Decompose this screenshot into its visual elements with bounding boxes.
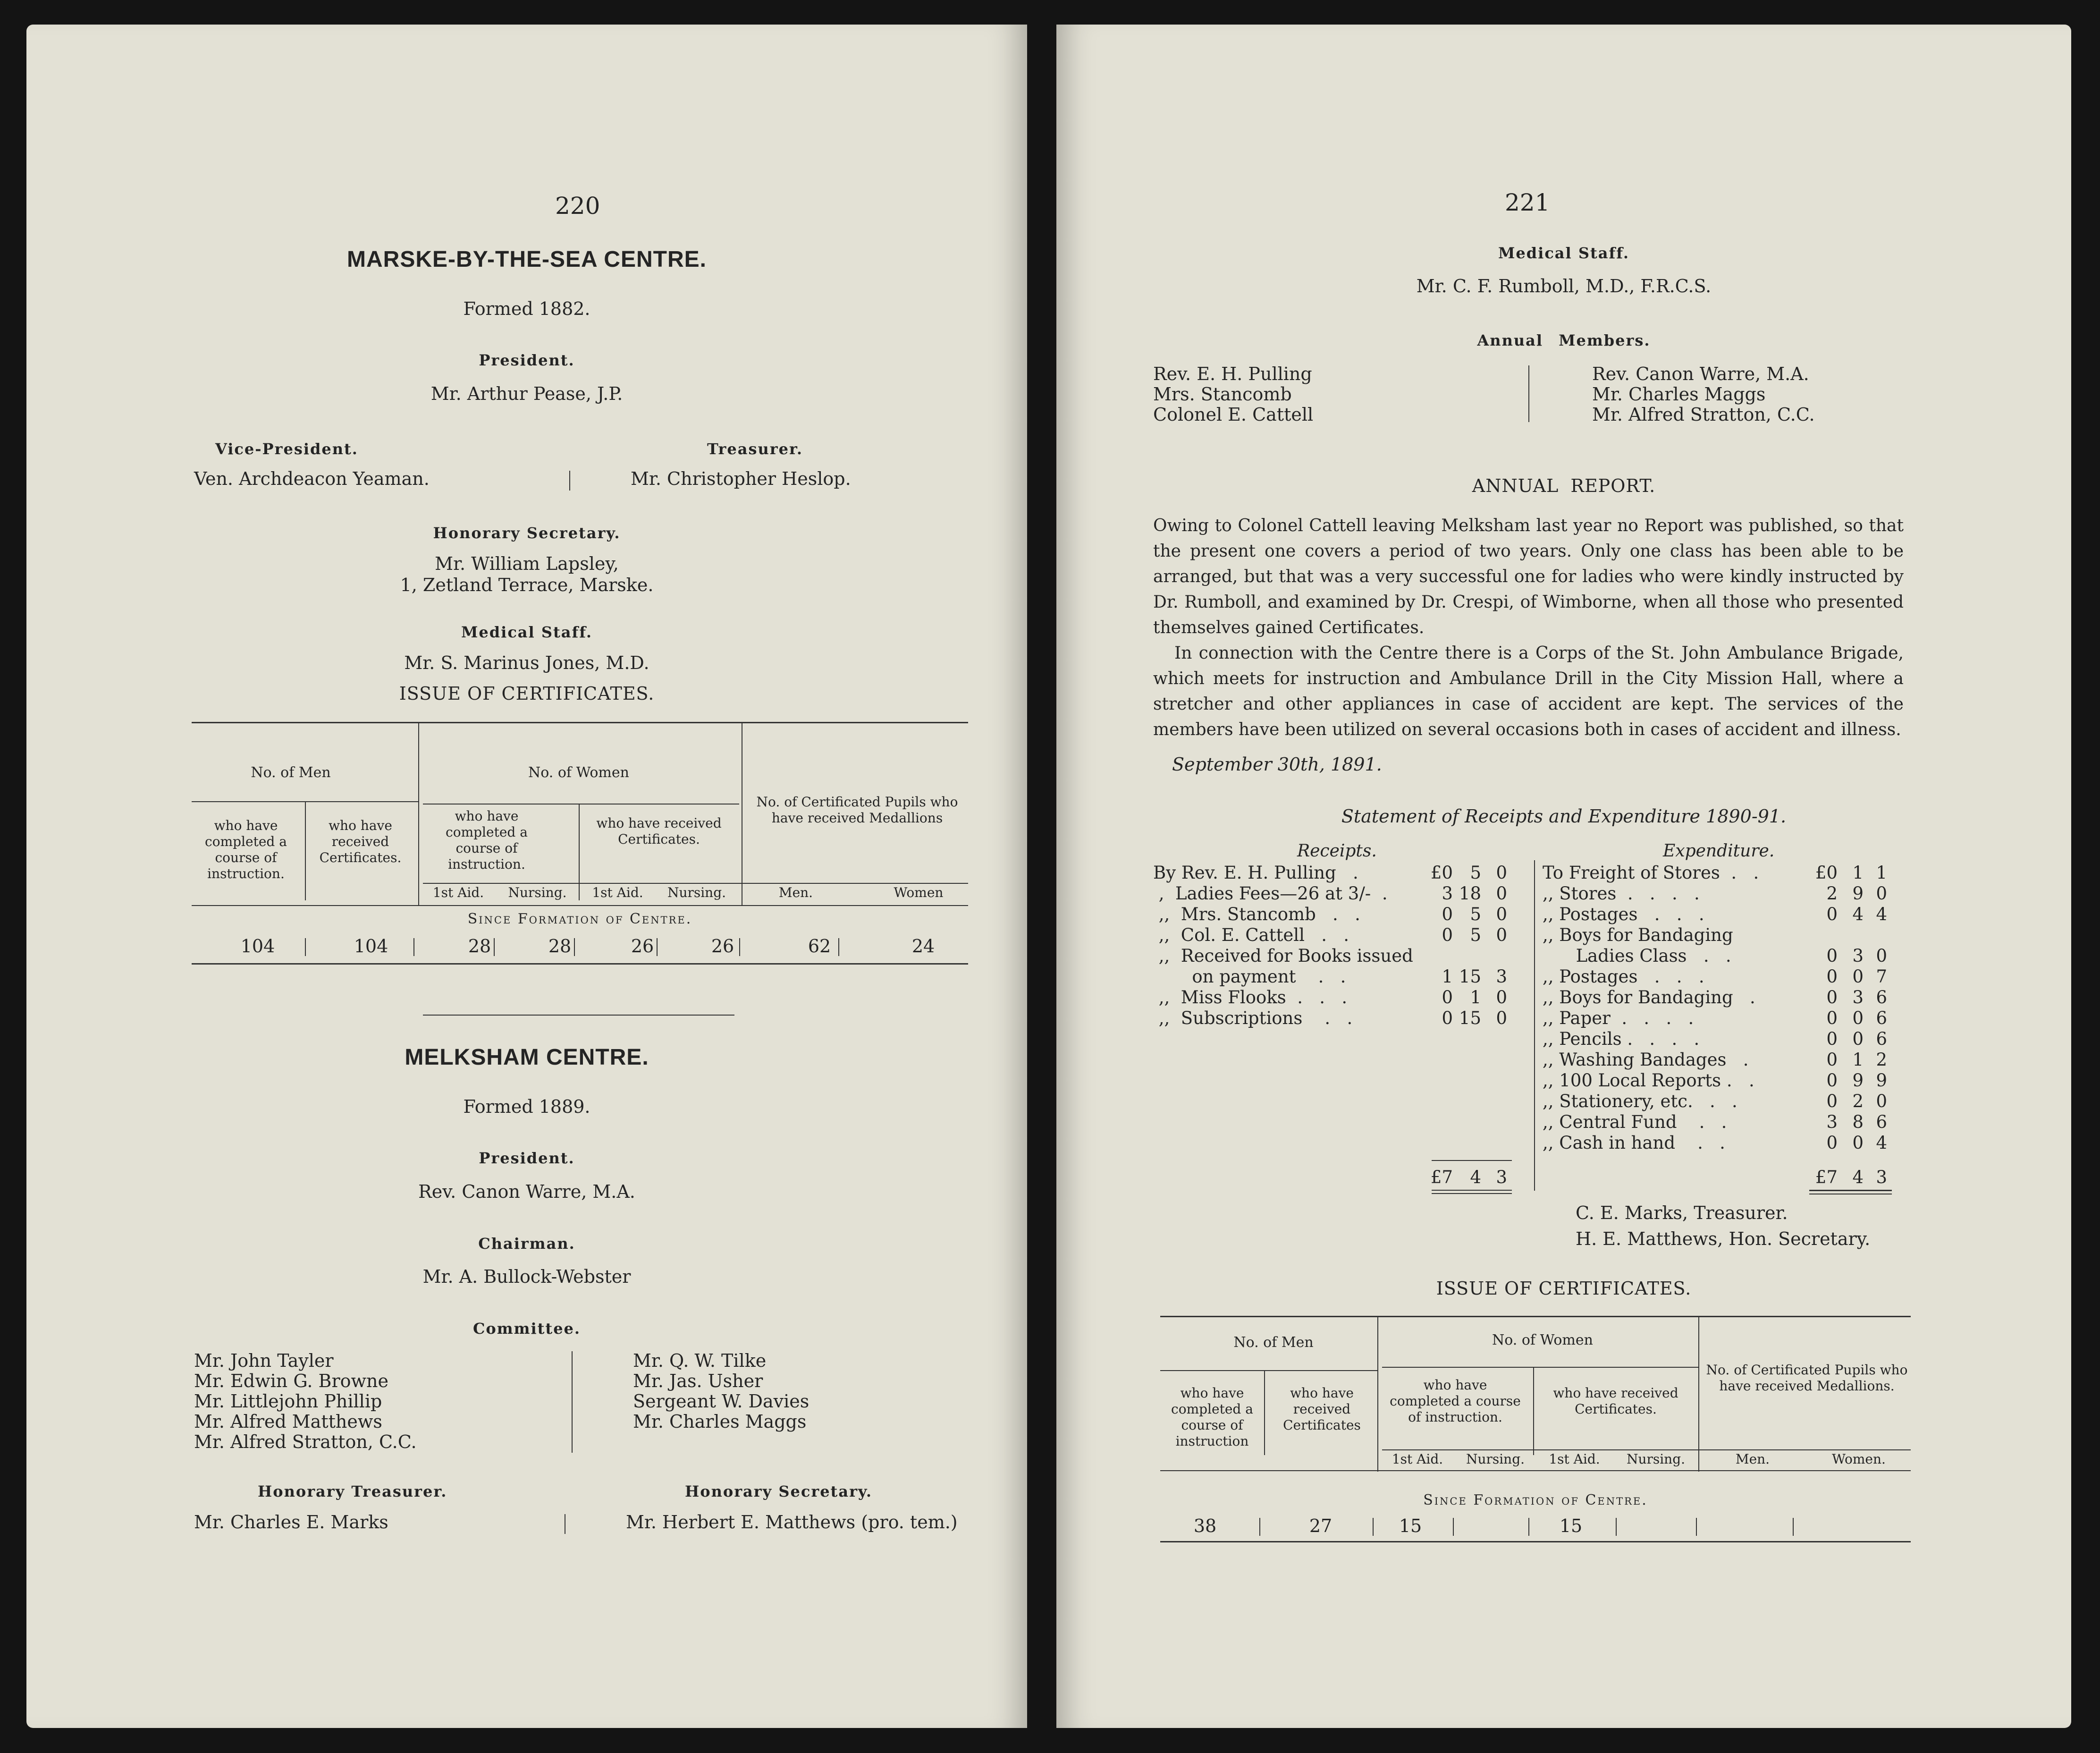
men-header: No. of Men [251,764,331,781]
first-aid-label: 1st Aid. [592,885,643,900]
account-item-label: ,, Subscriptions . . [1153,1008,1353,1028]
account-amount: 0 [1876,883,1887,904]
account-amount: 0 [1496,863,1507,883]
nursing-label: Nursing. [1466,1451,1525,1467]
account-amount: 0 [1826,966,1838,987]
committee-member: Mr. Q. W. Tilke [633,1350,767,1371]
women-header: No. of Women [528,764,629,781]
table-cell: 28 [468,936,491,957]
account-item-label: ,, Postages . . . [1543,904,1704,924]
medallions-header: No. of Certificated Pupils who have received Medallions. [1706,1362,1908,1394]
table-cell: 15 [1399,1516,1422,1536]
member-name: Mr. Charles Maggs [1592,384,1766,405]
account-amount: 5 [1470,925,1481,945]
account-amount: 9 [1876,1070,1887,1091]
table-cell: 26 [711,936,734,957]
women-completed-header: who have completed a course of instruction. [1390,1377,1521,1425]
treasurer-name: Mr. Christopher Heslop. [631,468,851,489]
account-amount: 0 [1826,1050,1838,1070]
account-amount: 0 [1852,966,1864,987]
hon-treasurer-name: Mr. Charles E. Marks [194,1512,388,1533]
committee-member: Mr. John Tayler [194,1350,334,1371]
account-amount: 9 [1852,1070,1864,1091]
account-amount: 0 [1442,925,1453,945]
account-amount: 2 [1876,1050,1887,1070]
hon-sec-heading: Honorary Secretary. [433,524,621,542]
account-amount: 0 [1496,987,1507,1008]
formed-date: Formed 1882. [463,298,590,319]
nursing-label: Nursing. [1626,1451,1686,1467]
statement-title: Statement of Receipts and Expenditure 1890-91. [1341,806,1787,827]
account-amount: 0 [1826,1091,1838,1111]
account-amount: 1 [1470,987,1481,1008]
account-item-label: ,, Washing Bandages . [1543,1050,1749,1070]
secretary-signature: H. E. Matthews, Hon. Secretary. [1576,1228,1871,1249]
account-amount: 15 [1459,1008,1481,1028]
page-number: 221 [1505,189,1550,216]
table-cell: 15 [1559,1516,1583,1536]
account-amount: 6 [1876,1029,1887,1049]
account-amount: 0 [1442,904,1453,924]
medallions-header: No. of Certificated Pupils who have received Medallions [756,794,958,826]
table-cell: 104 [240,936,275,957]
centre-title: MARSKE-BY-THE-SEA CENTRE. [347,247,707,272]
table-cell: 28 [548,936,572,957]
women-completed-header: who have completed a course of instruction. [446,808,528,872]
account-amount: 0 [1826,1133,1838,1153]
account-amount: 0 [1496,883,1507,904]
expenditure-total-pence: 3 [1876,1167,1887,1187]
table-cell: 38 [1193,1516,1217,1536]
account-amount: 0 [1826,904,1838,924]
left-page [26,25,1027,1728]
account-amount: 1 [1442,966,1453,987]
divider [572,1351,573,1453]
account-item-label: ,, Cash in hand . . [1543,1133,1725,1153]
account-amount: 0 [1852,1133,1864,1153]
receipts-heading: Receipts. [1297,841,1377,861]
treasurer-signature: C. E. Marks, Treasurer. [1576,1203,1788,1223]
table-cell: 62 [808,936,831,957]
committee-member: Mr. Alfred Matthews [194,1411,382,1432]
account-amount: 3 [1852,987,1864,1008]
account-amount: 5 [1470,863,1481,883]
account-amount: 2 [1852,1091,1864,1111]
account-amount: 0 [1826,1008,1838,1028]
first-aid-label: 1st Aid. [1549,1451,1600,1467]
account-amount: 7 [1876,966,1887,987]
account-amount: 0 [1442,1008,1453,1028]
account-amount: 0 [1826,1029,1838,1049]
account-amount: 3 [1442,883,1453,904]
member-name: Mr. Alfred Stratton, C.C. [1592,404,1815,425]
report-date: September 30th, 1891. [1172,754,1382,775]
account-amount: £0 [1430,863,1453,883]
account-item-label: ,, Central Fund . . [1543,1112,1727,1132]
committee-member: Mr. Alfred Stratton, C.C. [194,1431,417,1452]
account-amount: 6 [1876,1008,1887,1028]
president-name: Rev. Canon Warre, M.A. [418,1181,635,1202]
account-item-label: ,, Col. E. Cattell . . [1153,925,1349,945]
account-item-label: ,, Postages . . . [1543,966,1704,987]
medallion-men-label: Men. [778,885,813,900]
women-received-header: who have received Certificates. [1553,1385,1678,1417]
account-amount: 5 [1470,904,1481,924]
account-amount: 3 [1496,966,1507,987]
since-formation-label: Since Formation of Centre. [1423,1492,1648,1508]
table-cell: 104 [354,936,388,957]
receipts-total-shillings: 4 [1470,1167,1481,1187]
men-received-header: who have received Certificates. [319,818,402,865]
account-amount: 0 [1826,987,1838,1008]
account-item-label: ,, Miss Flooks . . . [1153,987,1348,1008]
table-cell: 26 [631,936,654,957]
treasurer-heading: Treasurer. [707,440,803,458]
annual-report-heading: ANNUAL REPORT. [1472,475,1656,496]
vice-president-heading: Vice-President. [215,440,358,458]
president-heading: President. [479,351,575,369]
account-item-label: ,, Pencils . . . . [1543,1029,1700,1049]
chairman-name: Mr. A. Bullock-Webster [422,1266,631,1287]
first-aid-label: 1st Aid. [432,885,484,900]
account-amount: 0 [1442,987,1453,1008]
account-item-label: ,, Stationery, etc. . . [1543,1091,1737,1111]
account-amount: 0 [1496,904,1507,924]
account-item-label: ,, Received for Books issued [1153,946,1413,966]
account-item-label: ,, Stores . . . . [1543,883,1700,904]
account-item-label: on payment . . [1153,966,1346,987]
account-item-label: ,, Mrs. Stancomb . . [1153,904,1360,924]
account-item-label: Ladies Class . . [1543,946,1731,966]
medallion-men-label: Men. [1735,1451,1770,1467]
formed-date: Formed 1889. [463,1096,590,1117]
account-amount: 9 [1852,883,1864,904]
account-amount: 3 [1826,1112,1838,1132]
medical-name: Mr. C. F. Rumboll, M.D., F.R.C.S. [1416,276,1712,296]
receipts-total-pence: 3 [1496,1167,1507,1187]
account-amount: 6 [1876,1112,1887,1132]
account-amount: 0 [1876,1091,1887,1111]
women-header: No. of Women [1492,1332,1593,1348]
member-name: Rev. E. H. Pulling [1153,364,1312,384]
medallion-women-label: Women [894,885,944,900]
centre-title: MELKSHAM CENTRE. [405,1045,649,1070]
receipts-total-pounds: £7 [1430,1167,1453,1187]
account-amount: 2 [1826,883,1838,904]
account-amount: 6 [1876,987,1887,1008]
account-item-label: , Ladies Fees—26 at 3/- . [1153,883,1388,904]
account-amount: 15 [1459,966,1481,987]
medallion-women-label: Women. [1832,1451,1886,1467]
first-aid-label: 1st Aid. [1392,1451,1443,1467]
nursing-label: Nursing. [508,885,567,900]
account-amount: 4 [1876,904,1887,924]
chairman-heading: Chairman. [478,1235,575,1253]
account-amount: 0 [1876,946,1887,966]
account-amount: 1 [1852,863,1864,883]
committee-member: Mr. Charles Maggs [633,1411,807,1432]
account-item-label: ,, Boys for Bandaging . [1543,987,1755,1008]
account-item-label: By Rev. E. H. Pulling . [1153,863,1358,883]
annual-members-heading: Annual Members. [1477,331,1651,349]
committee-member: Sergeant W. Davies [633,1391,810,1412]
account-item-label: ,, 100 Local Reports . . [1543,1070,1754,1091]
committee-member: Mr. Littlejohn Phillip [194,1391,382,1412]
account-amount: 0 [1496,925,1507,945]
account-amount: 4 [1876,1133,1887,1153]
committee-member: Mr. Edwin G. Browne [194,1371,388,1391]
hon-sec-heading: Honorary Secretary. [685,1482,872,1500]
men-completed-header: who have completed a course of instruction. [205,818,287,881]
medical-name: Mr. S. Marinus Jones, M.D. [404,652,649,673]
divider [569,471,570,491]
account-amount: 0 [1496,1008,1507,1028]
certificates-heading: ISSUE OF CERTIFICATES. [1436,1278,1692,1299]
vice-president-name: Ven. Archdeacon Yeaman. [194,468,430,489]
president-name: Mr. Arthur Pease, J.P. [430,383,623,404]
account-amount: 1 [1876,863,1887,883]
report-paragraph: In connection with the Centre there is a Corps of the St. John Ambulance Brigade, which meets for instruction and Ambulance Drill in the City Mission Hall, where a stretcher and other appliances in case of accident are kept. The services of the members have been utilized on several occasions both in cases of accident and illness. [1153,644,1904,739]
account-item-label: To Freight of Stores . . [1543,863,1759,883]
account-amount: 0 [1826,1070,1838,1091]
account-amount: £0 [1815,863,1838,883]
account-amount: 18 [1459,883,1481,904]
member-name: Rev. Canon Warre, M.A. [1592,364,1809,384]
expenditure-total-shillings: 4 [1852,1167,1864,1187]
section-divider [423,1015,734,1016]
men-header: No. of Men [1233,1334,1314,1351]
page-number: 220 [555,192,600,220]
account-amount: 0 [1826,946,1838,966]
hon-treasurer-heading: Honorary Treasurer. [258,1482,447,1500]
men-received-header: who have received Certificates [1283,1385,1361,1433]
expenditure-heading: Expenditure. [1663,841,1775,861]
account-amount: 0 [1852,1008,1864,1028]
table-cell: 27 [1309,1516,1333,1536]
women-received-header: who have received Certificates. [596,815,722,847]
divider [1528,365,1529,422]
account-amount: 4 [1852,904,1864,924]
expenditure-total-pounds: £7 [1815,1167,1838,1187]
table-cell: 24 [911,936,935,957]
hon-sec-line2: 1, Zetland Terrace, Marske. [400,575,654,595]
hon-sec-line1: Mr. William Lapsley, [435,553,619,574]
certificates-heading: ISSUE OF CERTIFICATES. [399,683,655,704]
right-page [1056,25,2071,1728]
member-name: Mrs. Stancomb [1153,384,1292,405]
report-paragraph: Owing to Colonel Cattell leaving Melksham last year no Report was published, so that the present one covers a period of two years. Only one class has been able to be arranged, but that was a very successful one for ladies who were kindly instructed by Dr. Rumboll, and examined by Dr. Crespi, of Wimborne, when all those who presented themselves gained Certificates. [1153,516,1904,637]
committee-member: Mr. Jas. Usher [633,1371,763,1391]
nursing-label: Nursing. [667,885,726,900]
account-amount: 0 [1852,1029,1864,1049]
account-amount: 1 [1852,1050,1864,1070]
committee-heading: Committee. [472,1320,581,1338]
since-formation-label: Since Formation of Centre. [467,911,692,927]
men-completed-header: who have completed a course of instruction [1171,1385,1253,1449]
account-amount: 3 [1852,946,1864,966]
hon-sec-name: Mr. Herbert E. Matthews (pro. tem.) [626,1512,958,1533]
president-heading: President. [479,1149,575,1167]
account-amount: 8 [1852,1112,1864,1132]
account-item-label: ,, Boys for Bandaging [1543,925,1733,945]
medical-heading: Medical Staff. [1498,244,1629,262]
member-name: Colonel E. Cattell [1153,404,1314,425]
medical-heading: Medical Staff. [461,623,592,641]
account-item-label: ,, Paper . . . . [1543,1008,1694,1028]
